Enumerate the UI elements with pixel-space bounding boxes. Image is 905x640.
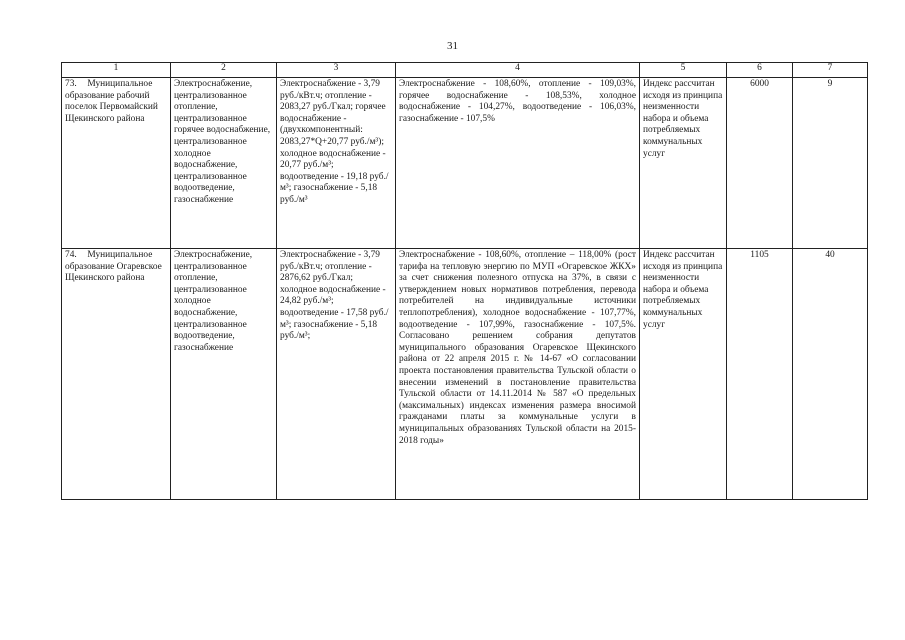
services-cell: Электроснабжение, централизованное отопление, централизованное холодное водоснабжение, централизованное водоотведение, газоснабжение — [171, 249, 277, 500]
header-col-5: 5 — [640, 63, 727, 78]
row-number: 73. — [65, 79, 77, 89]
note-cell: Индекс рассчитан исходя из принципа неизменности набора и объема потребляемых коммунальных услуг — [640, 78, 727, 249]
indices-cell: Электроснабжение - 108,60%, отопление - 109,03%, горячее водоснабжение - 108,53%, холодное водоснабжение - 104,27%, водоотведение - 106,03%, газоснабжение - 107,5% — [396, 78, 640, 249]
entity-cell — [62, 78, 171, 249]
header-col-3: 3 — [277, 63, 396, 78]
entity-cell — [62, 249, 171, 500]
page-number: 31 — [447, 40, 458, 52]
entity-name: Муниципальное образование рабочий поселок Первомайский Щекинского района — [65, 79, 158, 124]
header-col-1: 1 — [62, 63, 171, 78]
col7-cell: 40 — [793, 249, 868, 500]
row-number: 74. — [65, 250, 77, 260]
col7-cell: 9 — [793, 78, 868, 249]
header-col-4: 4 — [396, 63, 640, 78]
header-col-2: 2 — [171, 63, 277, 78]
entity-name: Муниципальное образование Огаревское Щекинского района — [65, 250, 162, 284]
col6-cell: 1105 — [727, 249, 793, 500]
note-cell: Индекс рассчитан исходя из принципа неизменности набора и объема потребляемых коммунальных услуг — [640, 249, 727, 500]
header-row — [62, 63, 868, 78]
table-row — [62, 78, 868, 249]
tariffs-cell: Электроснабжение - 3,79 руб./кВт.ч; отопление - 2876,62 руб./Гкал; холодное водоснабжение - 24,82 руб./м³; водоотведение - 17,58 руб./м³; газоснабжение - 5,18 руб./м³; — [277, 249, 396, 500]
col6-cell: 6000 — [727, 78, 793, 249]
tariff-table — [61, 62, 868, 500]
header-col-7: 7 — [793, 63, 868, 78]
services-cell: Электроснабжение, централизованное отопление, централизованное горячее водоснабжение, централизованное холодное водоснабжение, централизованное водоотведение, газоснабжение — [171, 78, 277, 249]
table-row — [62, 249, 868, 500]
indices-cell: Электроснабжение - 108,60%, отопление – 118,00% (рост тарифа на тепловую энергию по МУП «Огаревское ЖКХ» за счет снижения полезного отпуска на 37%, в связи с утверждением новых нормативов потребления, перевода потребителей на индивидуальные источники теплопотребления), холодное водоснабжение - 107,77%, водоотведение - 107,99%, газоснабжение - 107,5%. Согласовано решением собрания депутатов муниципального образования Огаревское Щекинского района от 22 апреля 2015 г. № 14-67 «О согласовании проекта постановления правительства Тульской области о внесении изменений в постановление правительства Тульской области от 14.11.2014 № 587 «О предельных (максимальных) индексах изменения размера вносимой гражданами платы за коммунальные услуги в муниципальных образованиях Тульской области на 2015-2018 годы» — [396, 249, 640, 500]
header-col-6: 6 — [727, 63, 793, 78]
tariffs-cell: Электроснабжение - 3,79 руб./кВт.ч; отопление - 2083,27 руб./Гкал; горячее водоснабжение - (двухкомпонентный: 2083,27*Q+20,77 руб./м³); холодное водоснабжение - 20,77 руб./м³; водоотведение - 19,18 руб./м³; газоснабжение - 5,18 руб./м³ — [277, 78, 396, 249]
